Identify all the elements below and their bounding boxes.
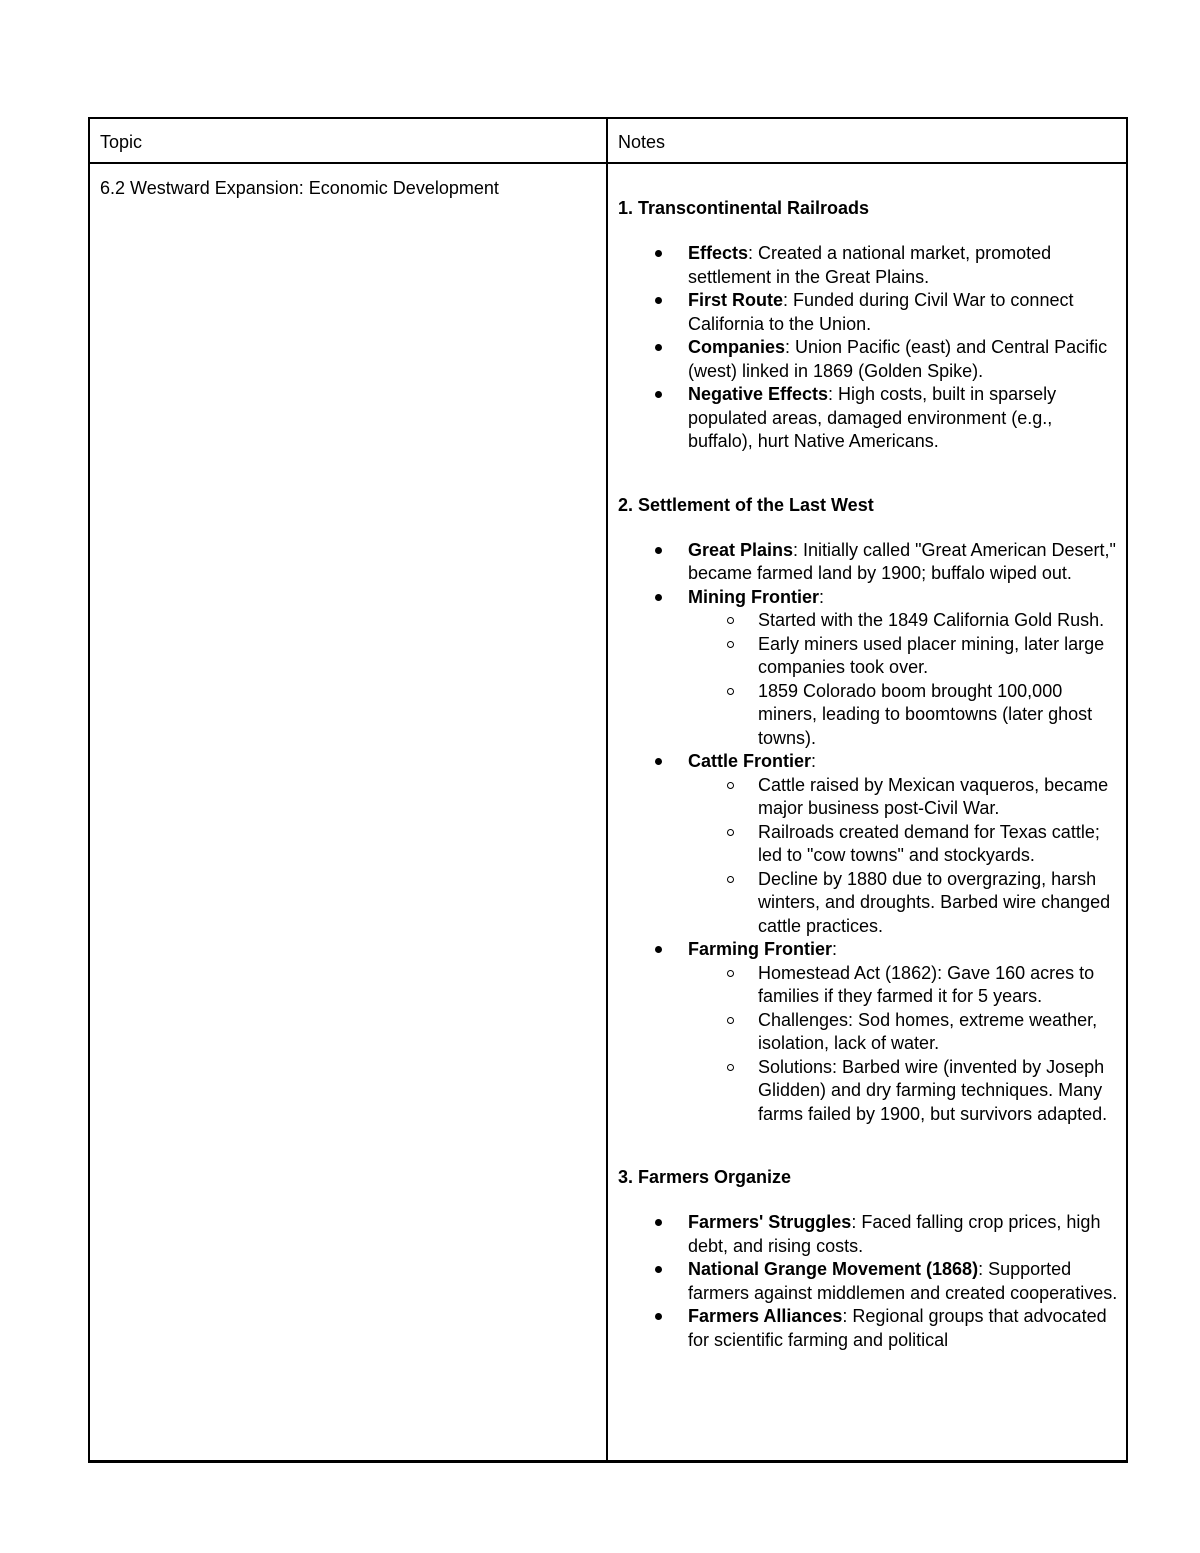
bullet-icon — [655, 946, 662, 953]
section-title: 3. Farmers Organize — [617, 1167, 792, 1187]
table-header-row — [89, 118, 1127, 163]
bullet-list — [618, 242, 1118, 454]
item-term: Companies — [687, 337, 786, 357]
item-text: : Funded during Civil War to connect California to the Union. — [687, 290, 1074, 334]
table-row — [89, 163, 1127, 1462]
bullet-icon — [655, 594, 662, 601]
item-text: : — [832, 939, 838, 959]
sub-list-item — [758, 868, 1118, 939]
sub-item-text: Solutions: Barbed wire (invented by Joseph Glidden) and dry farming techniques. Many farms failed by 1900, but survivors adapted. — [757, 1056, 1108, 1124]
list-item — [688, 336, 1118, 383]
list-item — [688, 586, 1118, 751]
list-item — [688, 242, 1118, 289]
sub-list-item — [758, 633, 1118, 680]
list-item — [688, 750, 1118, 938]
item-text: : Union Pacific (east) and Central Pacific (west) linked in 1869 (Golden Spike). — [687, 337, 1108, 381]
item-term: Cattle Frontier — [687, 751, 811, 771]
sub-list — [688, 962, 1118, 1127]
item-text: : Faced falling crop prices, high debt, and rising costs. — [687, 1212, 1101, 1256]
circle-bullet-icon — [727, 1017, 734, 1024]
circle-bullet-icon — [727, 688, 734, 695]
bullet-icon — [655, 758, 662, 765]
item-text: : Supported farmers against middlemen and created cooperatives. — [687, 1259, 1118, 1303]
item-term: First Route — [687, 290, 783, 310]
section-farmers-organize — [618, 1165, 1118, 1352]
bullet-icon — [655, 547, 662, 554]
item-text: : Regional groups that advocated for scientific farming and political — [687, 1306, 1107, 1350]
bullet-icon — [655, 250, 662, 257]
bullet-icon — [655, 297, 662, 304]
sub-list-item — [758, 680, 1118, 751]
item-term: National Grange Movement (1868) — [687, 1259, 979, 1279]
topic-cell — [89, 163, 607, 1462]
bullet-icon — [655, 344, 662, 351]
sub-list-item — [758, 609, 1118, 633]
notes-content — [608, 164, 1126, 1352]
topic-header: Topic — [100, 132, 143, 152]
section-settlement — [618, 493, 1118, 1127]
item-text: : High costs, built in sparsely populated areas, damaged environment (e.g., buffalo), hurt Native Americans. — [687, 384, 1057, 451]
notes-cell — [607, 163, 1127, 1462]
list-item — [688, 1211, 1118, 1258]
bullet-list — [618, 1211, 1118, 1352]
list-item — [688, 539, 1118, 586]
circle-bullet-icon — [727, 970, 734, 977]
section-spacer — [618, 1126, 1118, 1165]
circle-bullet-icon — [727, 1064, 734, 1071]
sub-list-item — [758, 821, 1118, 868]
circle-bullet-icon — [727, 641, 734, 648]
sub-list-item — [758, 962, 1118, 1009]
list-item — [688, 1305, 1118, 1352]
circle-bullet-icon — [727, 617, 734, 624]
notes-header-cell — [607, 118, 1127, 163]
sub-item-text: Early miners used placer mining, later large companies took over. — [757, 633, 1105, 677]
sub-list — [688, 774, 1118, 939]
sub-item-text: 1859 Colorado boom brought 100,000 miners, leading to boomtowns (later ghost towns). — [757, 680, 1093, 748]
list-item — [688, 1258, 1118, 1305]
item-text: : Initially called "Great American Desert," became farmed land by 1900; buffalo wiped out. — [687, 539, 1116, 583]
item-term: Farming Frontier — [687, 939, 832, 959]
item-term: Mining Frontier — [687, 586, 819, 607]
bullet-icon — [655, 1266, 662, 1273]
item-term: Farmers Alliances — [687, 1306, 843, 1326]
item-term: Effects — [687, 243, 749, 263]
section-title: 1. Transcontinental Railroads — [617, 198, 870, 218]
list-item — [688, 938, 1118, 1126]
item-text: : Created a national market, promoted settlement in the Great Plains. — [687, 243, 1052, 287]
sub-item-text: Challenges: Sod homes, extreme weather, isolation, lack of water. — [757, 1009, 1098, 1053]
sub-list-item — [758, 1056, 1118, 1127]
section-railroads — [618, 196, 1118, 454]
sub-item-text: Started with the 1849 California Gold Rush. — [757, 610, 1105, 630]
item-text: : — [811, 751, 817, 771]
sub-list-item — [758, 1009, 1118, 1056]
sub-item-text: Cattle raised by Mexican vaqueros, became major business post-Civil War. — [757, 774, 1109, 818]
notes-table — [88, 117, 1128, 1463]
item-term: Great Plains — [687, 539, 794, 560]
notes-header: Notes — [617, 132, 666, 152]
item-text: : — [818, 586, 824, 607]
bullet-icon — [655, 1313, 662, 1320]
section-spacer — [618, 454, 1118, 493]
circle-bullet-icon — [727, 876, 734, 883]
section-title: 2. Settlement of the Last West — [617, 494, 874, 515]
topic-text: 6.2 Westward Expansion: Economic Development — [100, 178, 499, 198]
circle-bullet-icon — [727, 782, 734, 789]
sub-item-text: Homestead Act (1862): Gave 160 acres to families if they farmed it for 5 years. — [757, 962, 1095, 1006]
sub-item-text: Railroads created demand for Texas cattle; led to "cow towns" and stockyards. — [757, 821, 1100, 865]
list-item — [688, 289, 1118, 336]
bullet-list — [618, 539, 1118, 1127]
item-term: Farmers' Struggles — [687, 1212, 852, 1232]
bullet-icon — [655, 1219, 662, 1226]
circle-bullet-icon — [727, 829, 734, 836]
sub-item-text: Decline by 1880 due to overgrazing, harsh winters, and droughts. Barbed wire changed cattle practices. — [757, 868, 1111, 936]
bullet-icon — [655, 391, 662, 398]
list-item — [688, 383, 1118, 454]
topic-header-cell — [89, 118, 607, 163]
sub-list-item — [758, 774, 1118, 821]
item-term: Negative Effects — [687, 384, 829, 404]
sub-list — [688, 609, 1118, 750]
